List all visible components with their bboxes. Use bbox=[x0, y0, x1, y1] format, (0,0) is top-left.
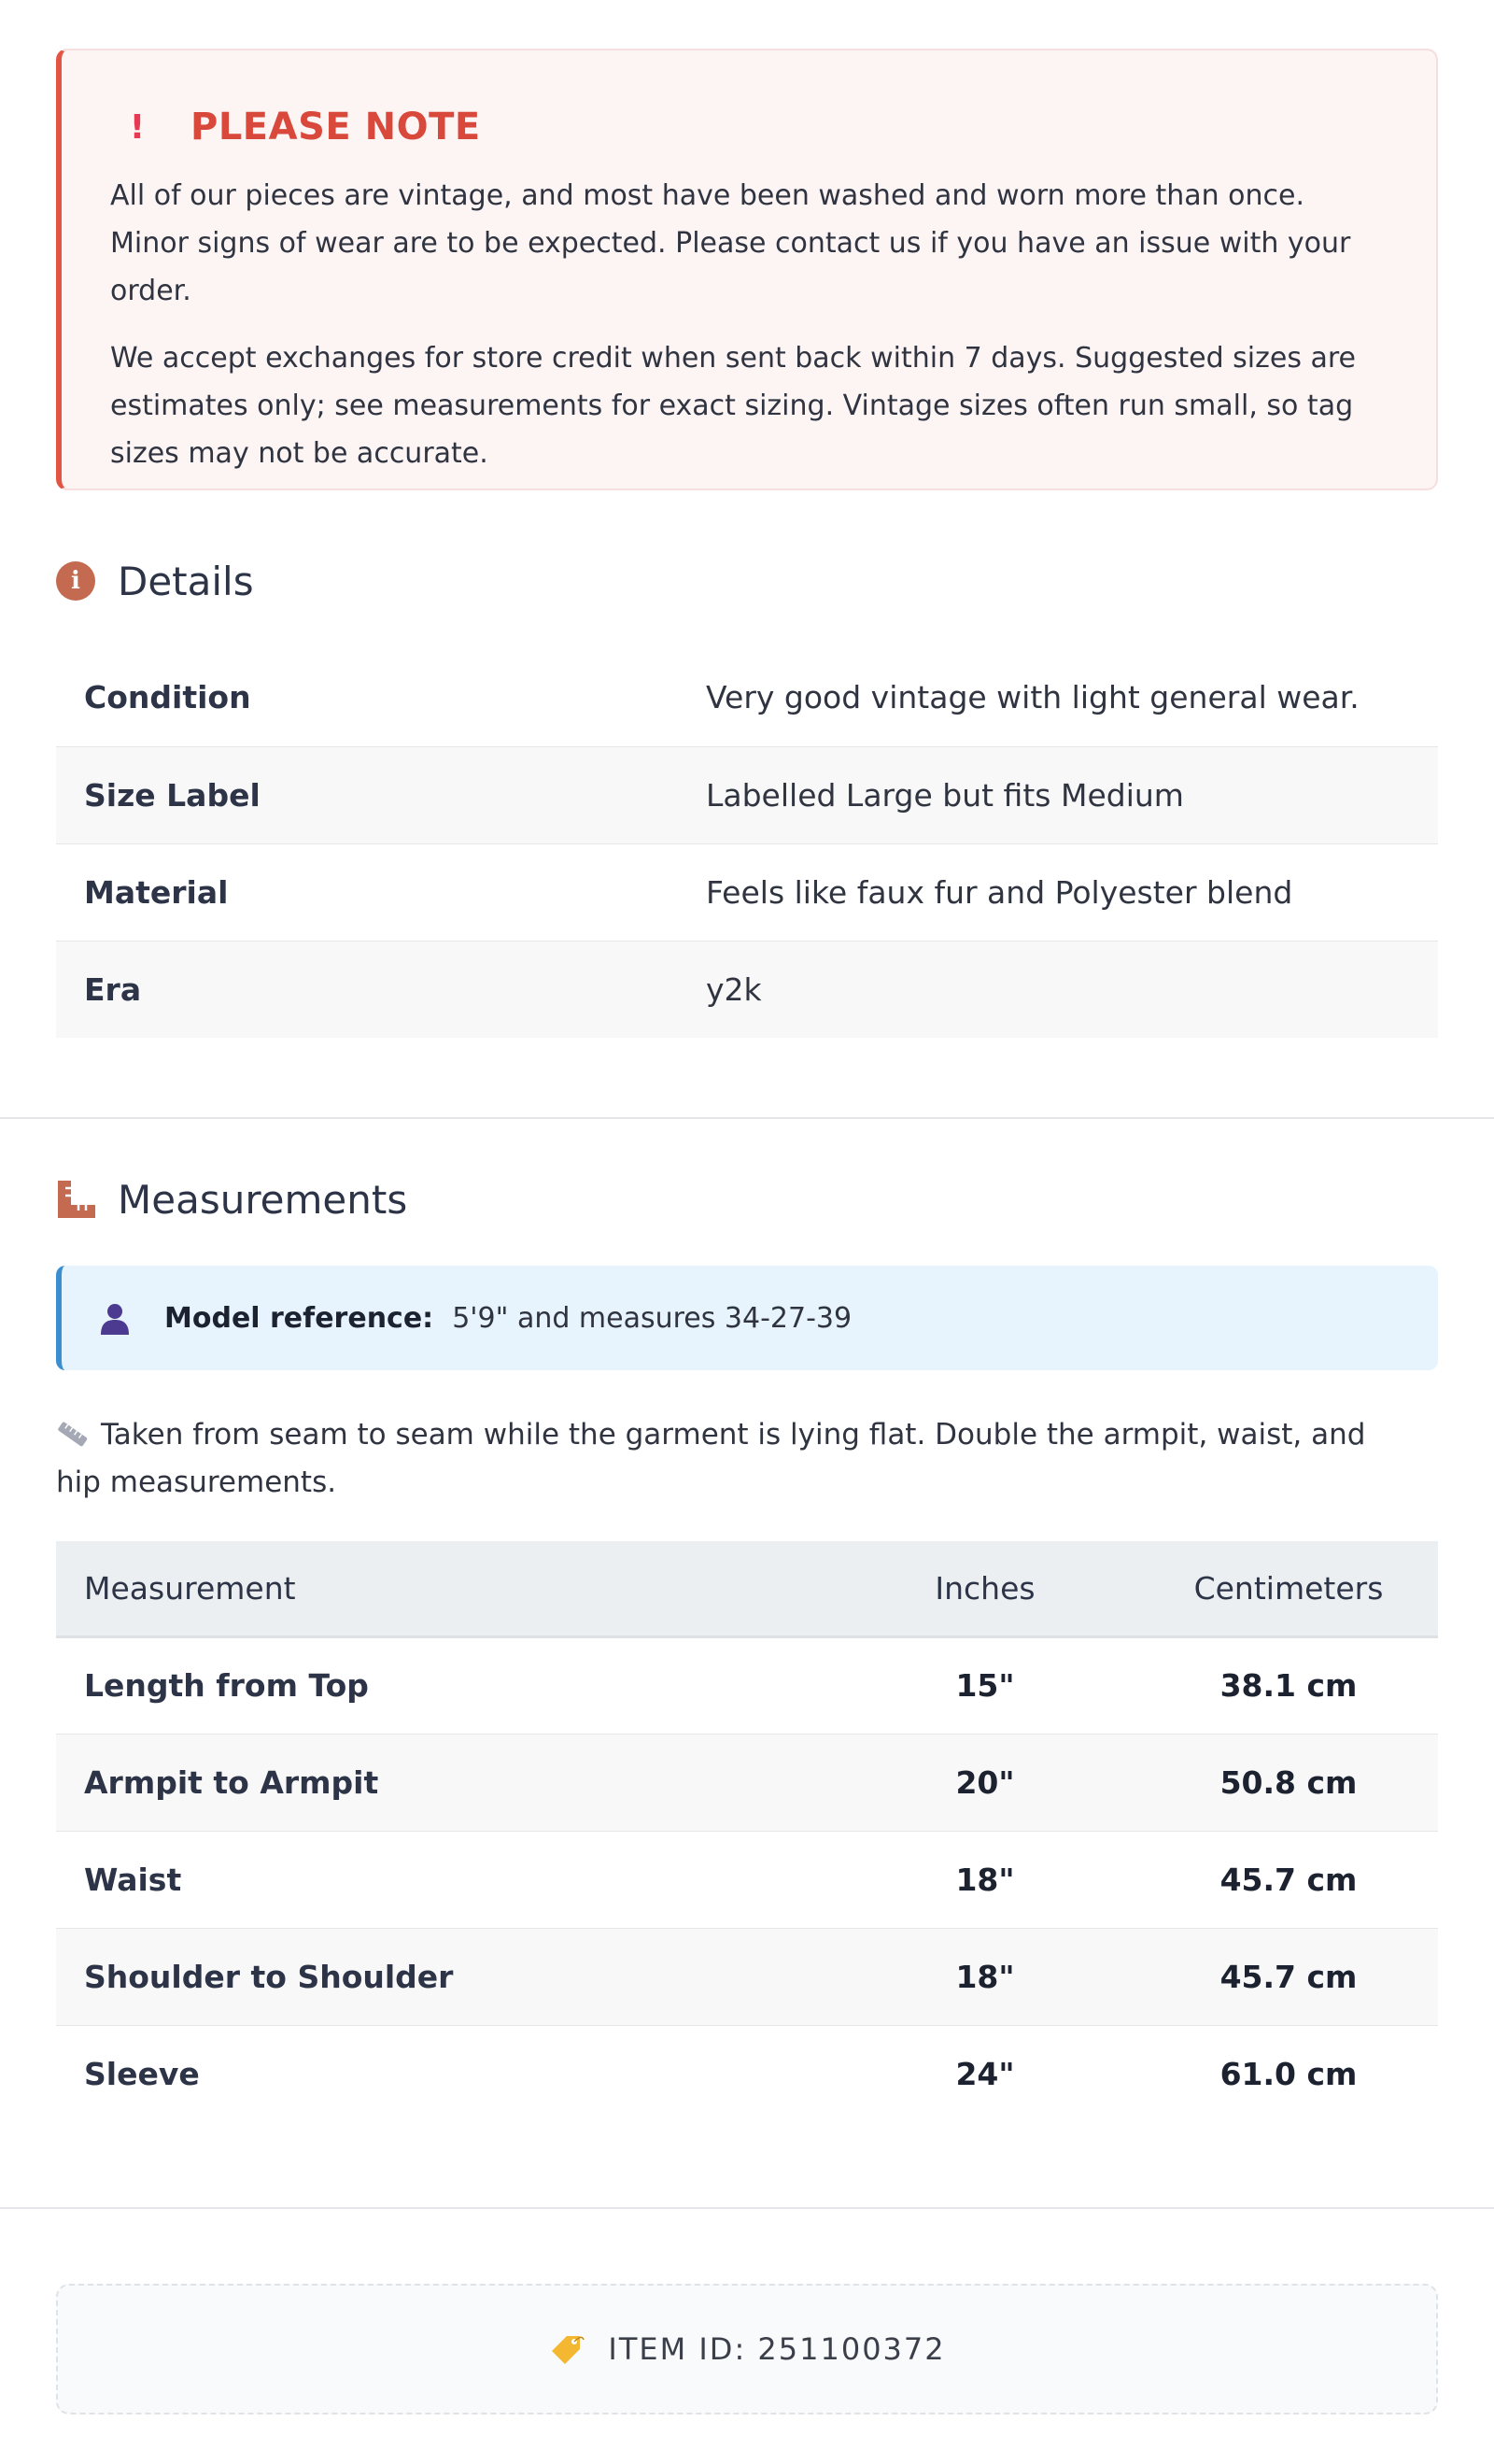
detail-value: Labelled Large but fits Medium bbox=[678, 746, 1438, 843]
table-row bbox=[56, 649, 1438, 746]
column-header: Centimeters bbox=[1139, 1541, 1438, 1636]
notice-paragraph: All of our pieces are vintage, and most have been washed and worn more than once. Minor signs of wear are to be expected. Please contact us if you have an issue with your order. bbox=[110, 179, 1351, 307]
detail-label: Era bbox=[56, 941, 678, 1038]
table-header-row bbox=[56, 1541, 1438, 1636]
info-icon: i bbox=[56, 561, 95, 601]
notice-header bbox=[110, 105, 1388, 149]
table-row bbox=[56, 2025, 1438, 2122]
person-icon bbox=[99, 1301, 131, 1335]
measurement-cm: 45.7 cm bbox=[1139, 1928, 1438, 2025]
detail-value: Very good vintage with light general wear. bbox=[678, 649, 1438, 746]
tag-icon bbox=[548, 2330, 585, 2368]
measurement-name: Armpit to Armpit bbox=[56, 1734, 831, 1831]
measurement-cm: 50.8 cm bbox=[1139, 1734, 1438, 1831]
exclamation-icon: ! bbox=[129, 107, 146, 147]
detail-label: Material bbox=[56, 843, 678, 941]
detail-value: Feels like faux fur and Polyester blend bbox=[678, 843, 1438, 941]
section-divider bbox=[0, 2207, 1494, 2209]
column-header: Inches bbox=[831, 1541, 1139, 1636]
model-reference-label: Model reference: bbox=[164, 1301, 434, 1335]
table-row bbox=[56, 1928, 1438, 2025]
measurement-cm: 38.1 cm bbox=[1139, 1636, 1438, 1734]
table-row bbox=[56, 941, 1438, 1038]
details-table bbox=[56, 649, 1438, 1038]
table-row bbox=[56, 1831, 1438, 1928]
measurements-heading bbox=[56, 1171, 407, 1227]
detail-label: Size Label bbox=[56, 746, 678, 843]
straight-ruler-icon bbox=[56, 1420, 90, 1448]
details-heading bbox=[56, 553, 254, 609]
measurement-cm: 45.7 cm bbox=[1139, 1831, 1438, 1928]
table-row bbox=[56, 1636, 1438, 1734]
measurement-cm: 61.0 cm bbox=[1219, 2055, 1358, 2092]
table-row bbox=[56, 1734, 1438, 1831]
measurement-inches: 18" bbox=[831, 1831, 1139, 1928]
please-note-box bbox=[56, 49, 1438, 490]
item-id-box bbox=[56, 2284, 1438, 2414]
model-reference bbox=[56, 1266, 1438, 1370]
section-divider bbox=[0, 1117, 1494, 1119]
notice-title: PLEASE NOTE bbox=[190, 106, 481, 149]
detail-label: Condition bbox=[56, 649, 678, 746]
model-reference-value: 5'9" and measures 34-27-39 bbox=[452, 1301, 853, 1335]
measurement-inches: 20" bbox=[831, 1734, 1139, 1831]
item-id-label: ITEM ID: 251100372 bbox=[608, 2331, 946, 2367]
table-row bbox=[56, 843, 1438, 941]
table-row bbox=[56, 746, 1438, 843]
detail-value: y2k bbox=[678, 941, 1438, 1038]
measurement-note bbox=[56, 1411, 1401, 1507]
ruler-icon bbox=[56, 1179, 97, 1220]
measurement-name: Shoulder to Shoulder bbox=[56, 1928, 831, 2025]
measurement-note-text: Taken from seam to seam while the garment is lying flat. Double the armpit, waist, and hip measurements. bbox=[56, 1418, 1366, 1499]
measurement-name: Waist bbox=[56, 1831, 831, 1928]
measurement-inches: 15" bbox=[831, 1636, 1139, 1734]
measurements-title: Measurements bbox=[118, 1176, 408, 1223]
measurement-name: Sleeve bbox=[84, 2055, 200, 2092]
measurement-inches: 24" bbox=[955, 2055, 1015, 2092]
details-title: Details bbox=[118, 558, 254, 604]
measurements-table bbox=[56, 1541, 1438, 2122]
notice-paragraph: We accept exchanges for store credit when sent back within 7 days. Suggested sizes are estimates only; see measurements for exact sizing. Vintage sizes often run small, so tag sizes may not be accurate. bbox=[110, 342, 1357, 470]
measurement-name: Length from Top bbox=[56, 1636, 831, 1734]
column-header: Measurement bbox=[56, 1541, 831, 1636]
measurement-inches: 18" bbox=[831, 1928, 1139, 2025]
